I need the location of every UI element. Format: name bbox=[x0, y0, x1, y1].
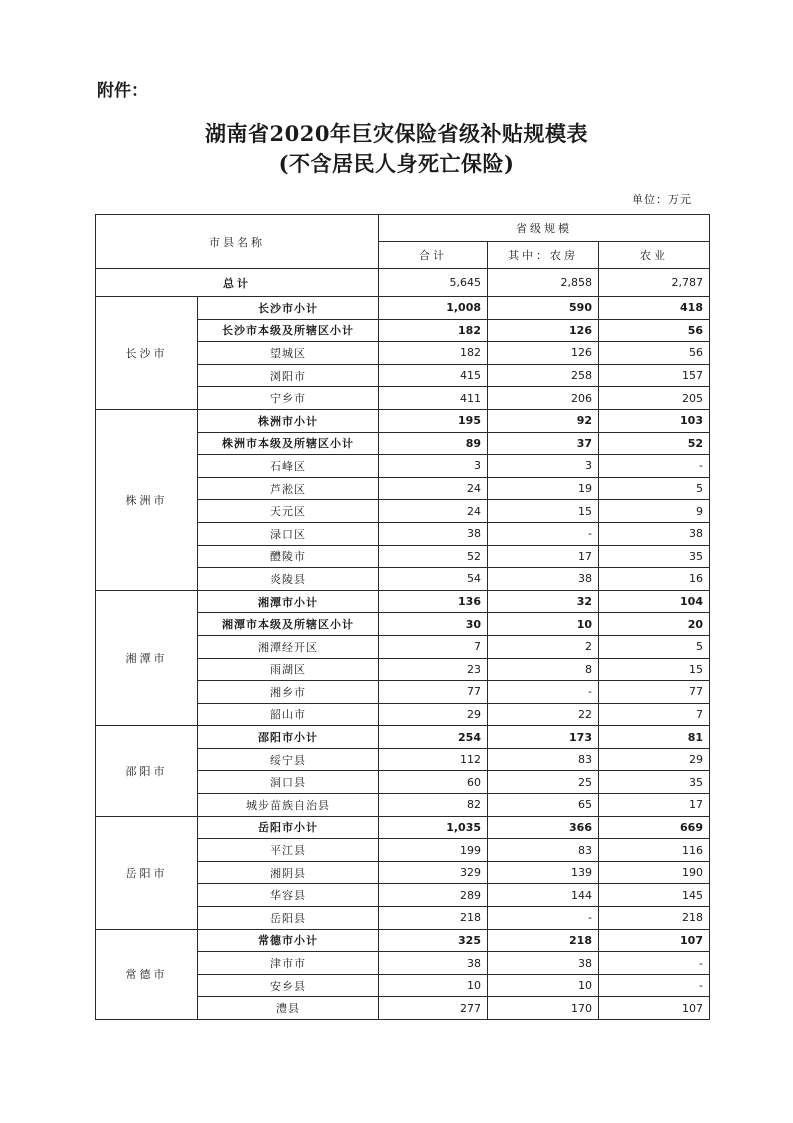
row-name-cell: 华容县 bbox=[198, 884, 379, 907]
unit-label: 单位：万元 bbox=[632, 193, 692, 206]
grand-total-house: 2,858 bbox=[488, 269, 599, 297]
row-total-cell: 82 bbox=[379, 794, 488, 817]
subsidy-table bbox=[95, 214, 710, 1020]
row-total-cell: 89 bbox=[379, 432, 488, 455]
row-agri-cell: 77 bbox=[599, 681, 710, 704]
table-row bbox=[96, 816, 710, 839]
row-house-cell: 126 bbox=[488, 342, 599, 365]
row-name-cell: 株洲市本级及所辖区小计 bbox=[198, 432, 379, 455]
row-name-cell: 洞口县 bbox=[198, 771, 379, 794]
row-house-cell: 3 bbox=[488, 455, 599, 478]
grand-total-agri: 2,787 bbox=[599, 269, 710, 297]
city-name-cell: 邵阳市 bbox=[96, 726, 198, 816]
row-agri-cell: 5 bbox=[599, 635, 710, 658]
row-total-cell: 23 bbox=[379, 658, 488, 681]
table-row bbox=[96, 726, 710, 749]
row-house-cell: 8 bbox=[488, 658, 599, 681]
row-total-cell: 136 bbox=[379, 590, 488, 613]
page-title: 湖南省2020年巨灾保险省级补贴规模表 bbox=[205, 121, 588, 146]
row-total-cell: 195 bbox=[379, 409, 488, 432]
row-house-cell: 144 bbox=[488, 884, 599, 907]
row-name-cell: 浏阳市 bbox=[198, 364, 379, 387]
row-agri-cell: 190 bbox=[599, 861, 710, 884]
row-house-cell: 590 bbox=[488, 297, 599, 320]
row-name-cell: 绥宁县 bbox=[198, 748, 379, 771]
row-name-cell: 望城区 bbox=[198, 342, 379, 365]
city-name-cell: 岳阳市 bbox=[96, 816, 198, 929]
row-agri-cell: 20 bbox=[599, 613, 710, 636]
row-agri-cell: - bbox=[599, 974, 710, 997]
row-total-cell: 1,035 bbox=[379, 816, 488, 839]
row-total-cell: 199 bbox=[379, 839, 488, 862]
row-agri-cell: 157 bbox=[599, 364, 710, 387]
header-row-1 bbox=[96, 215, 710, 242]
row-agri-cell: 145 bbox=[599, 884, 710, 907]
grand-total-label: 总计 bbox=[96, 269, 379, 297]
row-house-cell: 17 bbox=[488, 545, 599, 568]
table-body bbox=[96, 215, 710, 1020]
row-name-cell: 芦淞区 bbox=[198, 477, 379, 500]
row-house-cell: 10 bbox=[488, 974, 599, 997]
row-total-cell: 54 bbox=[379, 568, 488, 591]
row-agri-cell: 56 bbox=[599, 319, 710, 342]
row-name-cell: 湘潭市小计 bbox=[198, 590, 379, 613]
row-total-cell: 325 bbox=[379, 929, 488, 952]
header-agri-cell: 农业 bbox=[599, 242, 710, 269]
row-name-cell: 渌口区 bbox=[198, 522, 379, 545]
row-agri-cell: - bbox=[599, 455, 710, 478]
row-name-cell: 安乡县 bbox=[198, 974, 379, 997]
header-house-cell: 其中：农房 bbox=[488, 242, 599, 269]
row-house-cell: 38 bbox=[488, 568, 599, 591]
row-name-cell: 澧县 bbox=[198, 997, 379, 1020]
row-agri-cell: 38 bbox=[599, 522, 710, 545]
row-house-cell: 10 bbox=[488, 613, 599, 636]
row-total-cell: 10 bbox=[379, 974, 488, 997]
table-row bbox=[96, 409, 710, 432]
row-total-cell: 1,008 bbox=[379, 297, 488, 320]
row-house-cell: 92 bbox=[488, 409, 599, 432]
row-agri-cell: 116 bbox=[599, 839, 710, 862]
city-name-cell: 湘潭市 bbox=[96, 590, 198, 726]
row-house-cell: - bbox=[488, 907, 599, 930]
row-house-cell: 2 bbox=[488, 635, 599, 658]
row-agri-cell: 107 bbox=[599, 997, 710, 1020]
table-row bbox=[96, 297, 710, 320]
row-house-cell: 83 bbox=[488, 748, 599, 771]
row-total-cell: 289 bbox=[379, 884, 488, 907]
row-house-cell: - bbox=[488, 522, 599, 545]
row-house-cell: 218 bbox=[488, 929, 599, 952]
grand-total-total: 5,645 bbox=[379, 269, 488, 297]
grand-total-row bbox=[96, 269, 710, 297]
row-agri-cell: 81 bbox=[599, 726, 710, 749]
row-total-cell: 60 bbox=[379, 771, 488, 794]
row-total-cell: 182 bbox=[379, 319, 488, 342]
row-agri-cell: 7 bbox=[599, 703, 710, 726]
page-subtitle: (不含居民人身死亡保险) bbox=[278, 151, 515, 176]
row-house-cell: 83 bbox=[488, 839, 599, 862]
row-house-cell: 19 bbox=[488, 477, 599, 500]
header-name-cell: 市县名称 bbox=[96, 215, 379, 269]
header-group-cell: 省级规模 bbox=[379, 215, 710, 242]
row-name-cell: 邵阳市小计 bbox=[198, 726, 379, 749]
row-agri-cell: 35 bbox=[599, 545, 710, 568]
row-agri-cell: 218 bbox=[599, 907, 710, 930]
row-total-cell: 112 bbox=[379, 748, 488, 771]
row-house-cell: 366 bbox=[488, 816, 599, 839]
row-name-cell: 长沙市本级及所辖区小计 bbox=[198, 319, 379, 342]
row-agri-cell: 35 bbox=[599, 771, 710, 794]
row-total-cell: 29 bbox=[379, 703, 488, 726]
row-total-cell: 52 bbox=[379, 545, 488, 568]
row-agri-cell: 29 bbox=[599, 748, 710, 771]
city-name-cell: 株洲市 bbox=[96, 409, 198, 590]
row-house-cell: 38 bbox=[488, 952, 599, 975]
row-name-cell: 常德市小计 bbox=[198, 929, 379, 952]
header-total-cell: 合计 bbox=[379, 242, 488, 269]
row-name-cell: 湘潭经开区 bbox=[198, 635, 379, 658]
row-name-cell: 炎陵县 bbox=[198, 568, 379, 591]
city-name-cell: 长沙市 bbox=[96, 297, 198, 410]
row-agri-cell: 15 bbox=[599, 658, 710, 681]
table-row bbox=[96, 929, 710, 952]
row-name-cell: 津市市 bbox=[198, 952, 379, 975]
attachment-label: 附件： bbox=[97, 81, 148, 101]
row-total-cell: 218 bbox=[379, 907, 488, 930]
row-house-cell: 206 bbox=[488, 387, 599, 410]
row-agri-cell: 9 bbox=[599, 500, 710, 523]
row-total-cell: 411 bbox=[379, 387, 488, 410]
row-name-cell: 长沙市小计 bbox=[198, 297, 379, 320]
row-total-cell: 277 bbox=[379, 997, 488, 1020]
row-agri-cell: - bbox=[599, 952, 710, 975]
row-name-cell: 城步苗族自治县 bbox=[198, 794, 379, 817]
row-house-cell: 173 bbox=[488, 726, 599, 749]
row-house-cell: 65 bbox=[488, 794, 599, 817]
row-total-cell: 415 bbox=[379, 364, 488, 387]
row-name-cell: 石峰区 bbox=[198, 455, 379, 478]
row-name-cell: 岳阳县 bbox=[198, 907, 379, 930]
row-name-cell: 湘乡市 bbox=[198, 681, 379, 704]
row-house-cell: 32 bbox=[488, 590, 599, 613]
row-name-cell: 韶山市 bbox=[198, 703, 379, 726]
row-total-cell: 30 bbox=[379, 613, 488, 636]
row-agri-cell: 17 bbox=[599, 794, 710, 817]
row-total-cell: 254 bbox=[379, 726, 488, 749]
row-agri-cell: 104 bbox=[599, 590, 710, 613]
row-total-cell: 38 bbox=[379, 952, 488, 975]
row-name-cell: 湘潭市本级及所辖区小计 bbox=[198, 613, 379, 636]
row-house-cell: 126 bbox=[488, 319, 599, 342]
row-name-cell: 宁乡市 bbox=[198, 387, 379, 410]
row-agri-cell: 205 bbox=[599, 387, 710, 410]
row-house-cell: 37 bbox=[488, 432, 599, 455]
row-total-cell: 329 bbox=[379, 861, 488, 884]
row-total-cell: 38 bbox=[379, 522, 488, 545]
row-total-cell: 77 bbox=[379, 681, 488, 704]
row-total-cell: 182 bbox=[379, 342, 488, 365]
row-house-cell: - bbox=[488, 681, 599, 704]
row-name-cell: 平江县 bbox=[198, 839, 379, 862]
row-house-cell: 170 bbox=[488, 997, 599, 1020]
row-agri-cell: 16 bbox=[599, 568, 710, 591]
row-name-cell: 雨湖区 bbox=[198, 658, 379, 681]
row-house-cell: 15 bbox=[488, 500, 599, 523]
row-name-cell: 株洲市小计 bbox=[198, 409, 379, 432]
city-name-cell: 常德市 bbox=[96, 929, 198, 1019]
row-agri-cell: 669 bbox=[599, 816, 710, 839]
row-name-cell: 醴陵市 bbox=[198, 545, 379, 568]
row-total-cell: 3 bbox=[379, 455, 488, 478]
row-house-cell: 25 bbox=[488, 771, 599, 794]
row-agri-cell: 56 bbox=[599, 342, 710, 365]
row-agri-cell: 5 bbox=[599, 477, 710, 500]
row-house-cell: 258 bbox=[488, 364, 599, 387]
row-total-cell: 24 bbox=[379, 500, 488, 523]
row-name-cell: 岳阳市小计 bbox=[198, 816, 379, 839]
row-total-cell: 7 bbox=[379, 635, 488, 658]
table-row bbox=[96, 590, 710, 613]
row-agri-cell: 52 bbox=[599, 432, 710, 455]
row-house-cell: 22 bbox=[488, 703, 599, 726]
row-total-cell: 24 bbox=[379, 477, 488, 500]
row-agri-cell: 418 bbox=[599, 297, 710, 320]
row-name-cell: 天元区 bbox=[198, 500, 379, 523]
row-agri-cell: 103 bbox=[599, 409, 710, 432]
row-agri-cell: 107 bbox=[599, 929, 710, 952]
row-name-cell: 湘阴县 bbox=[198, 861, 379, 884]
row-house-cell: 139 bbox=[488, 861, 599, 884]
